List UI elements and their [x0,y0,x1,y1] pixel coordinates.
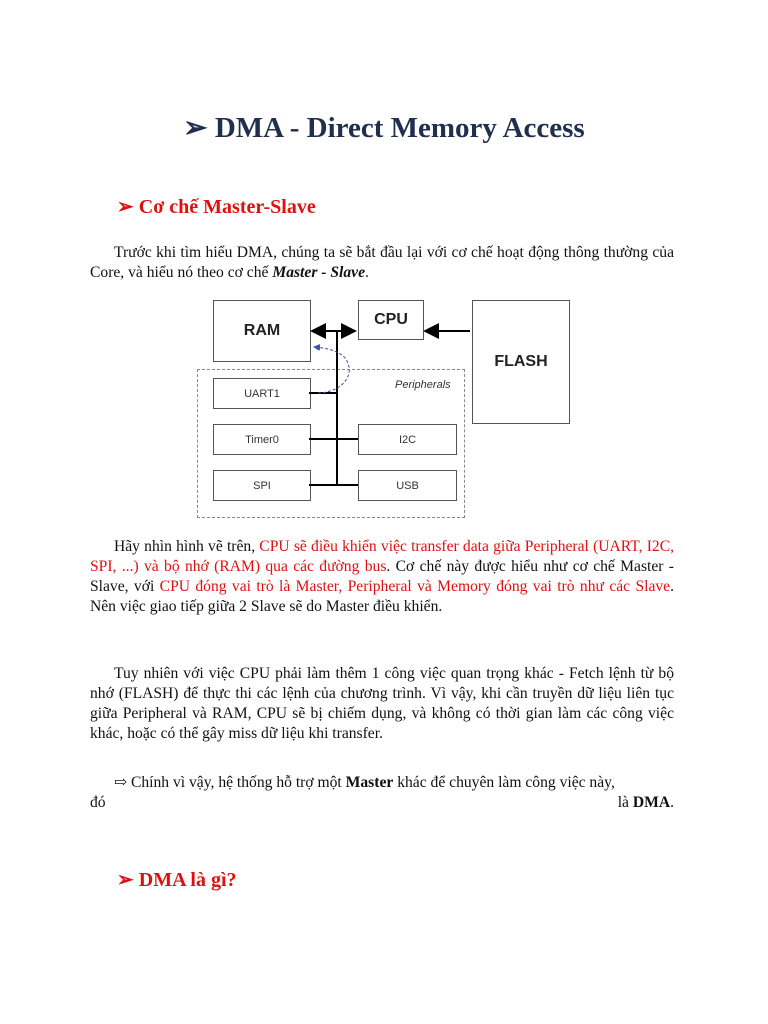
peripherals-label: Peripherals [395,379,451,391]
i2c-box: I2C [358,424,457,455]
spi-box: SPI [213,470,311,501]
intro-paragraph [90,243,674,283]
section-heading-what-is-dma: ➢ DMA là gì? [117,869,237,891]
section-heading-master-slave: ➢ Cơ chế Master-Slave [117,196,316,218]
dashed-transfer-arrow [314,347,349,393]
intro-text: Trước khi tìm hiểu DMA, chúng ta sẽ bắt đầu lại với cơ chế hoạt động thông thường của Core, và hiểu nó theo cơ chế [90,244,674,281]
page-title: ➢ DMA - Direct Memory Access [183,112,585,144]
explanation-paragraph: Hãy nhìn hình vẽ trên, CPU sẽ điều khiển việc transfer data giữa Peripheral (UART, I2C, SPI, ...) và bộ nhớ (RAM) qua các đường bus. Cơ chế này được hiểu như cơ chế Master - Slave, với CPU đóng vai trò là Master, Peripheral và Memory đóng vai trò như các Slave. Nên việc giao tiếp giữa 2 Slave sẽ do Master điều khiển. [90,538,674,615]
timer0-box: Timer0 [213,424,311,455]
cpu-box: CPU [358,300,424,340]
usb-box: USB [358,470,457,501]
conclusion-line-1: ⇨ Chính vì vậy, hệ thống hỗ trợ một Master khác để chuyên làm công việc này, [114,774,615,791]
highlight-master-slave-roles: CPU đóng vai trò là Master, Peripheral và Memory đóng vai trò như các Slave [159,578,671,595]
intro-end: . [365,264,369,281]
conclusion-paragraph [90,773,674,813]
problem-paragraph: Tuy nhiên với việc CPU phải làm thêm 1 công việc quan trọng khác - Fetch lệnh từ bộ nhớ (FLASH) để thực thi các lệnh của chương trình. Vì vậy, khi cần truyền dữ liệu liên tục giữa Peripheral và RAM, CPU sẽ bị chiếm dụng, và không có thời gian làm các công việc khác, hoặc có thể gây miss dữ liệu khi transfer. [90,665,674,742]
ram-box: RAM [213,300,311,362]
flash-box: FLASH [472,300,570,424]
intro-emphasis: Master - Slave [272,264,366,281]
highlight-cpu-controls: CPU sẽ điều khiển việc transfer data giữa Peripheral (UART, I2C, SPI, ...) và bộ nhớ (RAM) qua các đường bus [90,538,674,575]
conclusion-line-2: đó là DMA. [90,794,674,811]
uart1-box: UART1 [213,378,311,409]
peripherals-region [197,369,465,518]
